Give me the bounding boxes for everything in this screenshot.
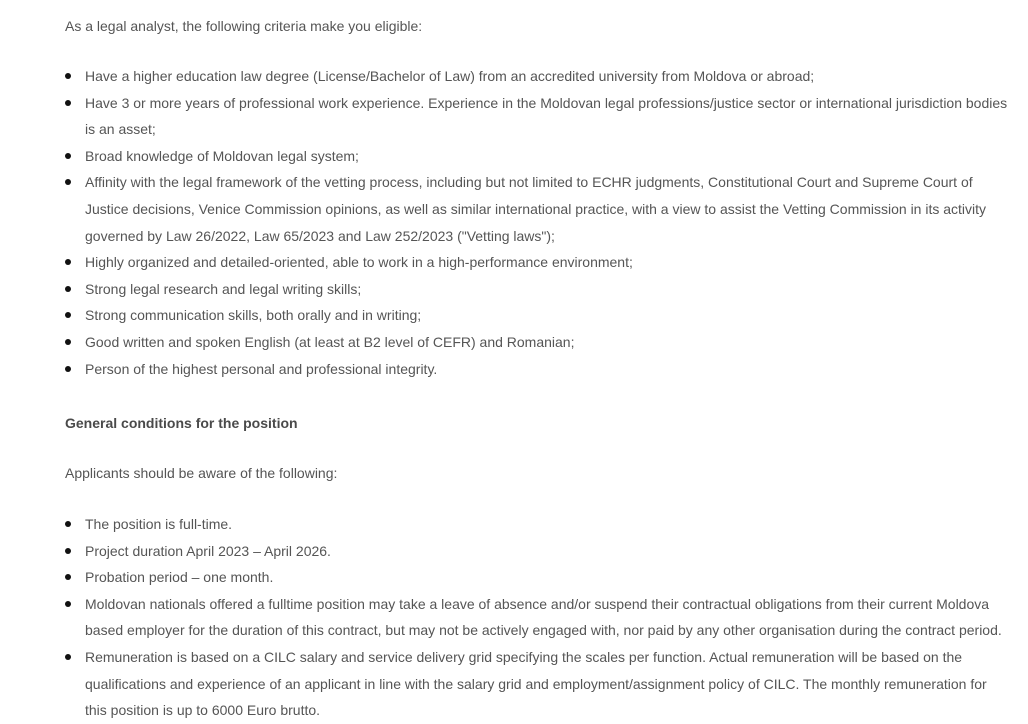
list-item — [65, 538, 1010, 565]
list-item-text: Strong legal research and legal writing skills; — [85, 280, 362, 297]
list-item — [65, 329, 1010, 356]
list-item-text: Moldovan nationals offered a fulltime position may take a leave of absence and/or suspend their contractual obligations from their current Moldova based employer for the duration of this contract, but may not be actively engaged with, nor paid by any other organisation during the contract period. — [85, 595, 1002, 639]
bullet-icon — [65, 179, 71, 185]
list-item-text: Person of the highest personal and professional integrity. — [85, 360, 438, 377]
bullet-icon — [65, 153, 71, 159]
bullet-icon — [65, 521, 71, 527]
list-item — [65, 644, 1010, 724]
list-item-text: Affinity with the legal framework of the vetting process, including but not limited to ECHR judgments, Constitutional Court and Supreme Court of Justice decisions, Venice Commission opinions, as well as similar international practice, with a view to assist the Vetting Commission in its activity governed by Law 26/2022, Law 65/2023 and Law 252/2023 ("Vetting laws"); — [85, 174, 987, 244]
list-item — [65, 276, 1010, 303]
list-item-text: Highly organized and detailed-oriented, able to work in a high-performance environment; — [85, 254, 633, 271]
bullet-icon — [65, 259, 71, 265]
list-item-text: Have 3 or more years of professional work experience. Experience in the Moldovan legal professions/justice sector or international jurisdiction bodies is an asset; — [85, 94, 1008, 138]
applicants-aware-intro: Applicants should be aware of the following: — [65, 465, 338, 481]
list-item — [65, 302, 1010, 329]
list-item — [65, 356, 1010, 383]
bullet-icon — [65, 312, 71, 318]
eligibility-criteria-list — [65, 63, 1010, 382]
bullet-icon — [65, 73, 71, 79]
list-item-text: Broad knowledge of Moldovan legal system; — [85, 147, 359, 164]
eligibility-intro: As a legal analyst, the following criteria make you eligible: — [65, 18, 423, 34]
list-item-text: Have a higher education law degree (License/Bachelor of Law) from an accredited university from Moldova or abroad; — [85, 68, 815, 84]
bullet-icon — [65, 100, 71, 106]
list-item-text: The position is full-time. — [85, 516, 233, 532]
bullet-icon — [65, 654, 71, 660]
conditions-list — [65, 511, 1010, 724]
list-item-text: Probation period – one month. — [85, 569, 274, 586]
list-item-text: Project duration April 2023 – April 2026. — [85, 542, 331, 559]
bullet-icon — [65, 548, 71, 554]
list-item — [65, 511, 1010, 538]
bullet-icon — [65, 574, 71, 580]
list-item — [65, 564, 1010, 591]
bullet-icon — [65, 286, 71, 292]
list-item — [65, 90, 1010, 143]
bullet-icon — [65, 601, 71, 607]
list-item — [65, 169, 1010, 249]
list-item — [65, 143, 1010, 170]
list-item — [65, 63, 1010, 90]
list-item — [65, 249, 1010, 276]
list-item-text: Good written and spoken English (at least at B2 level of CEFR) and Romanian; — [85, 333, 575, 350]
bullet-icon — [65, 339, 71, 345]
list-item-text: Strong communication skills, both orally and in writing; — [85, 307, 422, 324]
bullet-icon — [65, 366, 71, 372]
list-item-text: Remuneration is based on a CILC salary and service delivery grid specifying the scales per function. Actual remuneration will be based on the qualifications and experience of an applicant in line with the salary grid and employment/assignment policy of CILC. The monthly remuneration for this position is up to 6000 Euro brutto. — [85, 648, 987, 719]
general-conditions-heading: General conditions for the position — [65, 415, 298, 431]
list-item — [65, 591, 1010, 644]
